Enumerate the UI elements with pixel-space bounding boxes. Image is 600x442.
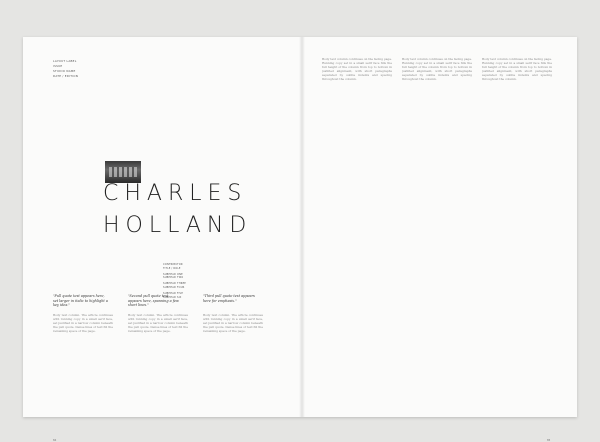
- subhead-line-2: TITLE / ROLE: [163, 266, 181, 270]
- left-page: [23, 37, 302, 442]
- subhead-line-3: SUBHEAD ONE: [163, 272, 183, 276]
- right-column-1: Body text column continues on the facing page. Running copy set in a small serif face fills the full height of the column from top to bottom in justified alignment, with short paragraphs separated by subtle indents and spacing throughout the column.: [322, 57, 392, 82]
- title-line-1: CHARLES: [103, 181, 248, 206]
- subhead-line-5: SUBHEAD THREE: [163, 282, 186, 286]
- meta-line-4: DATE / EDITION: [53, 74, 79, 78]
- pull-quote-3: "Third pull quote text appears here for emphasis.": [203, 294, 255, 303]
- pull-quote-2: "Second pull quote text appears here, spanning a few short lines.": [128, 294, 179, 308]
- left-column-3: Body text column. The article continues with running copy in a small serif face, set justified in a narrow column beneath the pull quote. Dense lines of text fill the remaining space of the page.: [203, 313, 263, 334]
- pull-quote-1: "Pull quote text appears here, set larger in italic to highlight a key idea.": [53, 294, 108, 308]
- subhead-line-1: CONTRIBUTOR: [163, 263, 183, 266]
- meta-line-1: LAYOUT LABEL: [53, 59, 77, 63]
- subhead-line-4: SUBHEAD TWO: [163, 276, 184, 280]
- folio-right: 85: [547, 439, 551, 442]
- profile-photo: [105, 161, 141, 183]
- meta-block: [53, 59, 78, 79]
- right-page: [302, 37, 577, 442]
- subhead-line-6: SUBHEAD FOUR: [163, 285, 185, 289]
- subhead-line-8: SUBHEAD SIX: [163, 295, 182, 299]
- left-column-2: Body text column. The article continues with running copy in a small serif face, set justified in a narrow column beneath the pull quote. Dense lines of text fill the remaining space of the page.: [128, 313, 188, 334]
- meta-line-2: ISSUE: [53, 64, 63, 68]
- folio-left: 84: [53, 439, 57, 442]
- left-column-1: Body text column. The article continues with running copy in a small serif face, set justified in a narrow column beneath the pull quote. Dense lines of text fill the remaining space of the page.: [53, 313, 113, 334]
- right-column-3: Body text column continues on the facing page. Running copy set in a small serif face fills the full height of the column from top to bottom in justified alignment, with short paragraphs separated by subtle indents and spacing throughout the column.: [482, 57, 552, 82]
- magazine-spread: [23, 37, 577, 442]
- meta-line-3: STUDIO NAME: [53, 69, 76, 73]
- right-column-2: Body text column continues on the facing page. Running copy set in a small serif face fills the full height of the column from top to bottom in justified alignment, with short paragraphs separated by subtle indents and spacing throughout the column.: [402, 57, 472, 82]
- title-line-2: HOLLAND: [103, 213, 253, 238]
- subhead-line-7: SUBHEAD FIVE: [163, 291, 184, 295]
